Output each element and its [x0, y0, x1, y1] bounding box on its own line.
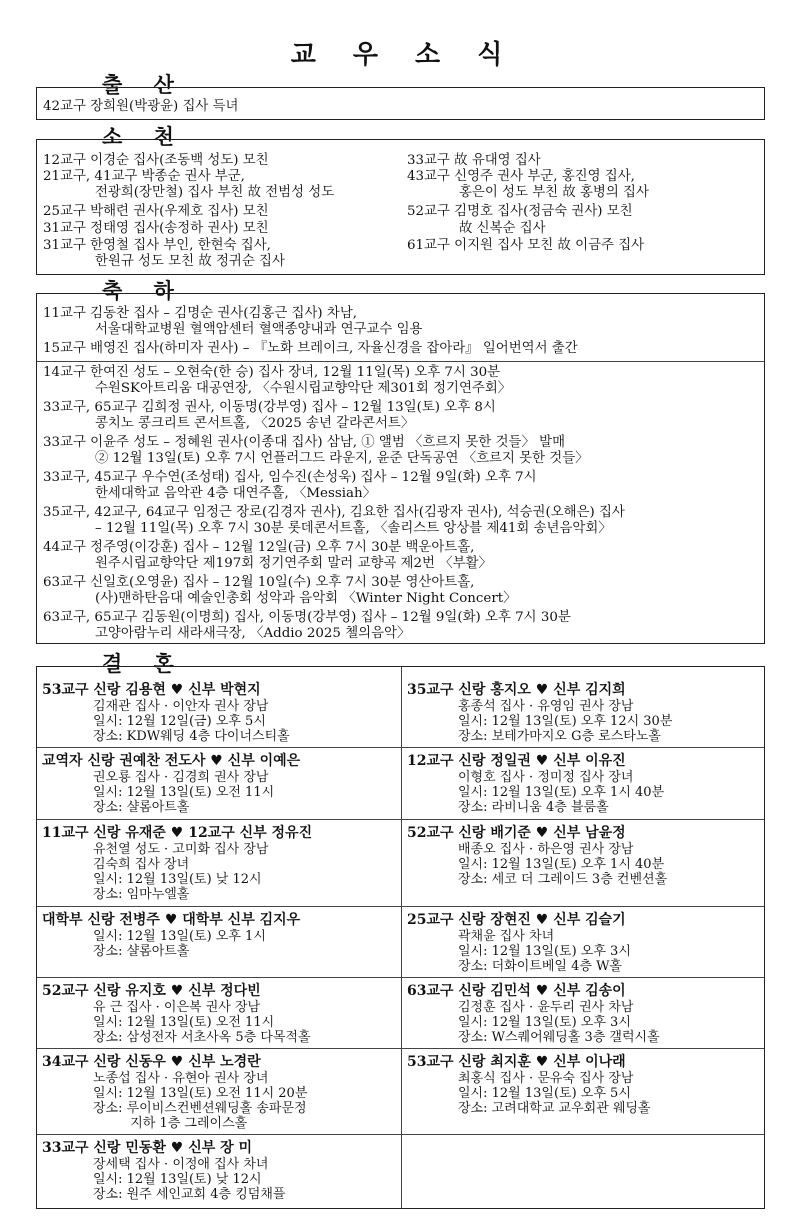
wedding-entry: [407, 752, 664, 815]
death-label: 소 천: [94, 125, 194, 149]
wedding-heading: 53교구 신랑 최지훈 ♥ 신부 이나래: [407, 1054, 626, 1070]
death-left-line: 12교구 이경순 집사(조동백 성도) 모친: [43, 153, 269, 168]
wedding-heading: 52교구 신랑 유지호 ♥ 신부 정다빈: [42, 983, 261, 999]
birth-box: [36, 87, 765, 120]
wedding-detail: 장소: 더화이트베일 4층 W홀: [458, 959, 622, 974]
congrats-line: 15교구 배영진 집사(하미자 권사) – 『노화 브레이크, 자율신경을 잡아라』 일어번역서 출간: [43, 341, 578, 356]
death-left-line: 25교구 박해련 권사(우제호 집사) 모친: [43, 204, 269, 219]
congrats-line: 44교구 정주영(이강훈) 집사 – 12월 12일(금) 오후 7시 30분 백운아트홀,: [43, 540, 475, 555]
wedding-detail: 일시: 12월 13일(토) 오전 11시: [93, 785, 275, 800]
wedding-detail: 장소: W스퀘어웨딩홀 3층 갤럭시홀: [458, 1030, 660, 1045]
wedding-entry: [42, 911, 300, 959]
wedding-detail: 장세택 집사 · 이정애 집사 차녀: [93, 1157, 269, 1172]
congrats-line: 35교구, 42교구, 64교구 임정근 장로(김경자 권사), 김요한 집사(김광자 권사), 석승권(오해은) 집사: [43, 505, 625, 520]
wedding-detail: 홍종석 집사 · 유영임 권사 장남: [458, 699, 634, 714]
wedding-heading: 63교구 신랑 김민석 ♥ 신부 김송이: [407, 983, 626, 999]
wedding-detail: 김재관 집사 · 이안자 권사 장남: [93, 699, 269, 714]
wedding-heading: 35교구 신랑 홍지오 ♥ 신부 김지희: [407, 682, 626, 698]
wedding-entry: [407, 1053, 651, 1116]
wedding-detail: 일시: 12월 13일(토) 낮 12시: [93, 872, 262, 887]
congrats-line: 원주시립교향악단 제197회 정기연주회 말러 교향곡 제2번 〈부활〉: [95, 556, 492, 571]
wedding-heading: 33교구 신랑 민동환 ♥ 신부 장 미: [42, 1140, 253, 1156]
wedding-detail: 장소: 원주 세인교회 4층 킹덤채플: [93, 1187, 286, 1202]
congrats-separator: [37, 361, 764, 362]
congrats-line: 수원SK아트리움 대공연장, 〈수원시립교향악단 제301회 정기연주회〉: [95, 381, 512, 396]
wedding-detail: 노종섭 집사 · 유현아 권사 장녀: [93, 1071, 269, 1086]
wedding-detail: 일시: 12월 13일(토) 낮 12시: [93, 1172, 262, 1187]
wedding-detail: 장소: 고려대학교 교우회관 웨딩홀: [458, 1101, 651, 1116]
congrats-line: – 12월 11일(목) 오후 7시 30분 롯데콘서트홀, 〈솔리스트 앙상블 제41회 송년음악회〉: [95, 521, 612, 536]
wedding-heading: 교역자 신랑 권예찬 전도사 ♥ 신부 이예은: [42, 753, 301, 769]
congrats-line: 콩치노 콩크리트 콘서트홀, 〈2025 송년 갈라콘서트〉: [95, 416, 415, 431]
congrats-line: 14교구 한여진 성도 – 오현숙(한 승) 집사 장녀, 12월 11일(목) 오후 7시 30분: [43, 365, 501, 380]
wedding-detail: 장소: 라비니움 4층 블룸홀: [458, 800, 609, 815]
wedding-entry: [407, 824, 667, 887]
wedding-entry: [42, 681, 290, 744]
congrats-line: 33교구, 45교구 우수연(조성태) 집사, 임수진(손성욱) 집사 – 12월 9일(화) 오후 7시: [43, 470, 537, 485]
congrats-line: 서울대학교병원 혈액암센터 혈액종양내과 연구교수 임용: [95, 322, 423, 337]
congrats-line: 한세대학교 음악관 4층 대연주홀, 〈Messiah〉: [95, 486, 377, 501]
wedding-detail: 일시: 12월 13일(토) 오후 1시 40분: [458, 785, 665, 800]
congrats-line: (사)맨하탄음대 예술인총회 성악과 음악회 〈Winter Night Concert〉: [95, 591, 517, 606]
death-right-line: 홍은이 성도 부친 故 홍병의 집사: [459, 185, 649, 200]
death-right-line: 33교구 故 유대영 집사: [407, 153, 541, 168]
wedding-heading: 53교구 신랑 김용현 ♥ 신부 박현지: [42, 682, 261, 698]
row-divider: [37, 906, 764, 907]
wedding-detail: 일시: 12월 13일(토) 오후 12시 30분: [458, 714, 673, 729]
wedding-label: 결 혼: [94, 652, 194, 676]
wedding-detail: 장소: 루이비스컨벤션웨딩홀 송파문정: [93, 1101, 307, 1116]
wedding-entry: [407, 982, 660, 1045]
congrats-line: 33교구, 65교구 김희정 권사, 이동명(강부영) 집사 – 12월 13일(토) 오후 8시: [43, 400, 496, 415]
row-divider: [37, 819, 764, 820]
wedding-detail: 장소: 샬롬아트홀: [93, 800, 190, 815]
wedding-detail: 지하 1층 그레이스홀: [93, 1116, 248, 1131]
wedding-entry: [42, 982, 311, 1045]
death-box: [36, 139, 765, 275]
death-right-line: 61교구 이지원 집사 모친 故 이금주 집사: [407, 238, 645, 253]
wedding-detail: 장소: 보테가마지오 G층 로스타노홀: [458, 729, 661, 744]
wedding-detail: 유천열 성도 · 고미화 집사 장남: [93, 842, 269, 857]
congrats-line: 11교구 김동찬 집사 – 김명순 권사(김홍근 집사) 차남,: [43, 306, 358, 321]
death-right-line: 52교구 김명호 집사(정금숙 권사) 모친: [407, 204, 633, 219]
congrats-line: 33교구 이윤주 성도 – 정혜원 권사(이종대 집사) 삼남, ① 앨범 〈흐르지 못한 것들〉 발매: [43, 435, 566, 450]
wedding-detail: 장소: 임마누엘홀: [93, 887, 190, 902]
wedding-detail: 일시: 12월 13일(토) 오후 1시 40분: [458, 857, 665, 872]
wedding-detail: 권오룡 집사 · 김경희 권사 장남: [93, 770, 269, 785]
row-divider: [37, 977, 764, 978]
wedding-entry: [42, 752, 300, 815]
column-divider: [401, 667, 402, 1208]
death-right-line: 43교구 신영주 권사 부군, 홍진영 집사,: [407, 169, 635, 184]
death-right-line: 故 신복순 집사: [459, 221, 546, 236]
wedding-detail: 김숙희 집사 장녀: [93, 857, 190, 872]
wedding-detail: 일시: 12월 13일(토) 오후 1시: [93, 929, 266, 944]
wedding-detail: 장소: 세코 더 그레이드 3층 컨벤션홀: [458, 872, 668, 887]
wedding-entry: [407, 911, 631, 974]
wedding-entry: [407, 681, 672, 744]
wedding-heading: 52교구 신랑 배기준 ♥ 신부 남윤정: [407, 825, 626, 841]
congrats-line: ② 12월 13일(토) 오후 7시 언플러그드 라운지, 윤준 단독공연 〈흐르지 못한 것들〉: [95, 451, 589, 466]
wedding-entry: [42, 1053, 307, 1131]
wedding-heading: 11교구 신랑 유재준 ♥ 12교구 신부 정유진: [42, 825, 313, 841]
wedding-entry: [42, 1139, 285, 1202]
congrats-line: 고양아람누리 새라새극장, 〈Addio 2025 첼의음악〉: [95, 626, 411, 641]
wedding-detail: 최홍식 집사 · 문유숙 집사 장남: [458, 1071, 634, 1086]
wedding-heading: 12교구 신랑 정일권 ♥ 신부 이유진: [407, 753, 626, 769]
congrats-box: [36, 293, 765, 644]
row-divider: [37, 747, 764, 748]
wedding-detail: 일시: 12월 13일(토) 오후 5시: [458, 1086, 631, 1101]
birth-label: 출 산: [94, 73, 194, 97]
wedding-detail: 일시: 12월 12일(금) 오후 5시: [93, 714, 266, 729]
death-left-line: 21교구, 41교구 박종순 권사 부군,: [43, 169, 245, 184]
congrats-label: 축 하: [94, 279, 194, 303]
wedding-detail: 유 근 집사 · 이은복 권사 장남: [93, 1000, 261, 1015]
wedding-detail: 일시: 12월 13일(토) 오전 11시 20분: [93, 1086, 308, 1101]
wedding-detail: 일시: 12월 13일(토) 오후 3시: [458, 1015, 631, 1030]
death-left-line: 한원규 성도 모친 故 정귀순 집사: [95, 254, 285, 269]
death-left-line: 전광희(장만철) 집사 부친 故 전범성 성도: [95, 185, 335, 200]
wedding-detail: 일시: 12월 13일(토) 오후 3시: [458, 944, 631, 959]
wedding-detail: 장소: 샬롬아트홀: [93, 944, 190, 959]
wedding-box: [36, 666, 765, 1209]
death-left-line: 31교구 한영철 집사 부인, 한현숙 집사,: [43, 238, 271, 253]
wedding-detail: 김정훈 집사 · 윤두리 권사 차남: [458, 1000, 634, 1015]
wedding-detail: 이형호 집사 · 정미정 집사 장녀: [458, 770, 634, 785]
congrats-line: 63교구 신일호(오영윤) 집사 – 12월 10일(수) 오후 7시 30분 영산아트홀,: [43, 575, 475, 590]
row-divider: [37, 1134, 764, 1135]
wedding-heading: 25교구 신랑 장현진 ♥ 신부 김슬기: [407, 912, 626, 928]
page-title: 교 우 소 식: [290, 40, 517, 70]
wedding-detail: 장소: 삼성전자 서초사옥 5층 다목적홀: [93, 1030, 311, 1045]
death-left-line: 31교구 정태영 집사(송정하 권사) 모친: [43, 221, 269, 236]
wedding-entry: [42, 824, 312, 902]
birth-line: 42교구 장희원(박광윤) 집사 득녀: [43, 99, 239, 114]
wedding-detail: 곽채윤 집사 차녀: [458, 929, 555, 944]
wedding-detail: 배종오 집사 · 하은영 권사 장남: [458, 842, 634, 857]
wedding-heading: 대학부 신랑 전병주 ♥ 대학부 신부 김지우: [42, 912, 301, 928]
wedding-detail: 장소: KDW웨딩 4층 다이너스티홀: [93, 729, 290, 744]
row-divider: [37, 1048, 764, 1049]
congrats-line: 63교구, 65교구 김동원(이명희) 집사, 이동명(강부영) 집사 – 12월 9일(화) 오후 7시 30분: [43, 610, 571, 625]
wedding-heading: 34교구 신랑 신동우 ♥ 신부 노경란: [42, 1054, 261, 1070]
wedding-detail: 일시: 12월 13일(토) 오전 11시: [93, 1015, 275, 1030]
